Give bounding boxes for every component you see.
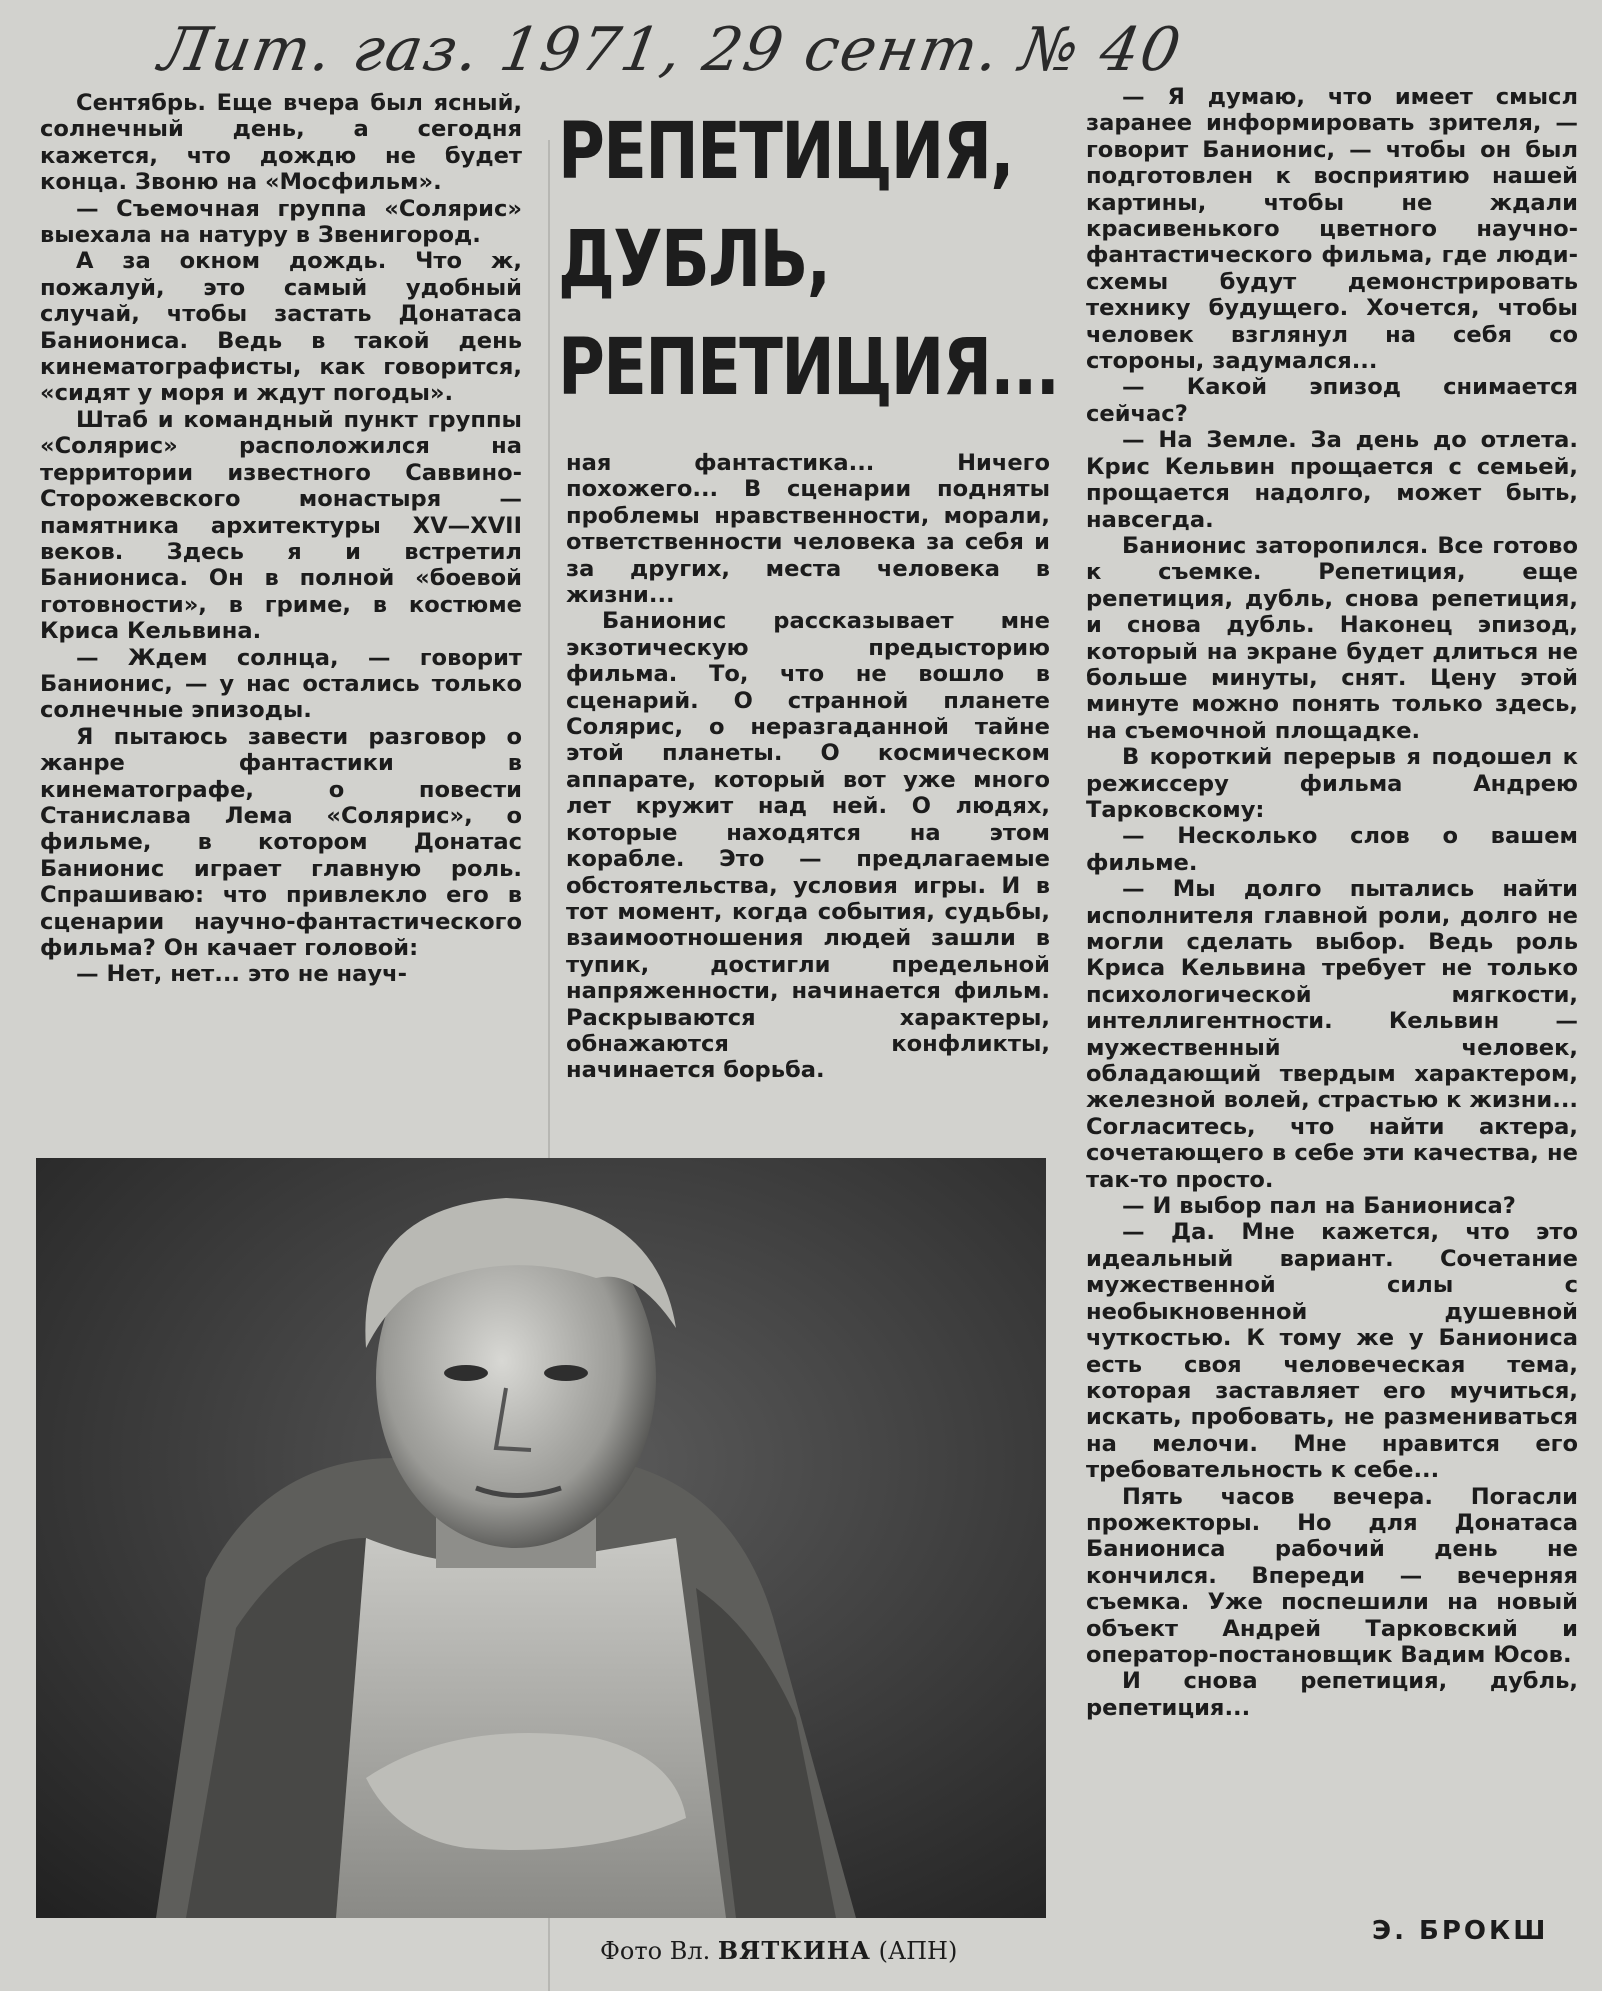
photo-caption: [600, 1936, 1040, 1965]
article-column-2: [566, 450, 1050, 1120]
paragraph: — Да. Мне кажется, что это идеальный вариант. Сочетание мужественной силы с необыкновенной душевной чуткостью. К тому же у Баниониса есть своя человеческая тема, которая заставляет его мучиться, искать, пробовать, не размениваться на мелочи. Мне нравится его требовательность к себе...: [1086, 1219, 1578, 1484]
paragraph: Банионис рассказывает мне экзотическую предысторию фильма. То, что не вошло в сценарий. О странной планете Солярис, о неразгаданной тайне этой планеты. О космическом аппарате, который вот уже много лет кружит над ней. О людях, которые находятся на этом корабле. Это — предлагаемые обстоятельства, условия игры. И в тот момент, когда события, судьбы, взаимоотношения людей зашли в тупик, достигли предельной напряженности, начинается фильм. Раскрываются характеры, обнажаются конфликты, начинается борьба.: [566, 608, 1050, 1084]
handwritten-annotation: Лит. газ. 1971, 29 сент. № 40: [154, 15, 1188, 85]
article-column-3: [1086, 84, 1578, 1924]
article-column-1: [40, 90, 522, 1120]
headline-line: ДУБЛЬ,: [558, 215, 830, 305]
author-signature: Э. БРОКШ: [1372, 1916, 1549, 1946]
caption-agency: (АПН): [878, 1937, 958, 1965]
paragraph: Сентябрь. Еще вчера был ясный, солнечный день, а сегодня кажется, что дождю не будет конца. Звоню на «Мосфильм».: [40, 90, 522, 196]
paragraph: А за окном дождь. Что ж, пожалуй, это самый удобный случай, чтобы застать Донатаса Баниониса. Ведь в такой день кинематографисты, как говорится, «сидят у моря и ждут погоды».: [40, 248, 522, 407]
portrait-illustration: [36, 1158, 1046, 1918]
paragraph: И снова репетиция, дубль, репетиция...: [1086, 1668, 1578, 1721]
paragraph: В короткий перерыв я подошел к режиссеру фильма Андрею Тарковскому:: [1086, 744, 1578, 823]
paragraph: Я пытаюсь завести разговор о жанре фантастики в кинематографе, о повести Станислава Лема «Солярис», о фильме, в котором Донатас Банионис играет главную роль. Спрашиваю: что привлекло его в сценарии научно-фантастического фильма? Он качает головой:: [40, 723, 522, 961]
paragraph: — Какой эпизод снимается сейчас?: [1086, 374, 1578, 427]
paragraph: — Ждем солнца, — говорит Банионис, — у нас остались только солнечные эпизоды.: [40, 644, 522, 724]
paragraph: — Несколько слов о вашем фильме.: [1086, 823, 1578, 876]
caption-prefix: Фото Вл.: [600, 1937, 711, 1965]
photographer-name: ВЯТКИНА: [717, 1936, 871, 1965]
paragraph: ная фантастика... Ничего похожего... В сценарии подняты проблемы нравственности, морали, ответственности человека за себя и за других, места человека в жизни...: [566, 450, 1050, 609]
paragraph: — На Земле. За день до отлета. Крис Кельвин прощается с семьей, прощается надолго, может быть, навсегда.: [1086, 427, 1578, 533]
paragraph: — И выбор пал на Баниониса?: [1122, 1193, 1516, 1220]
paragraph: — Мы долго пытались найти исполнителя главной роли, долго не могли сделать выбор. Ведь роль Криса Кельвина требует не только психологической мягкости, интеллигентности. Кельвин — мужественный человек, обладающий твердым характером, железной волей, страстью к жизни... Согласитесь, что найти актера, сочетающего в себе эти качества, не так-то просто.: [1086, 876, 1578, 1193]
paragraph: Пять часов вечера. Погасли прожекторы. Но для Донатаса Баниониса рабочий день не кончился. Впереди — вечерняя съемка. Уже поспешили на новый объект Андрей Тарковский и оператор-постановщик Вадим Юсов.: [1086, 1483, 1578, 1668]
paragraph: Штаб и командный пункт группы «Солярис» расположился на территории известного Саввино-Сторожевского монастыря — памятника архитектуры XV—XVII веков. Здесь я и встретил Баниониса. Он в полной «боевой готовности», в гриме, в костюме Криса Кельвина.: [40, 406, 522, 645]
paragraph: — Нет, нет... это не науч-: [76, 961, 408, 988]
paragraph: — Я думаю, что имеет смысл заранее информировать зрителя, — говорит Банионис, — чтобы он был подготовлен к восприятию нашей картины, чтобы не ждали красивенького цветного научно-фантастического фильма, где люди-схемы будут демонстрировать технику будущего. Хочется, чтобы человек взглянул на себя со стороны, задумался...: [1086, 84, 1578, 375]
paragraph: Банионис заторопился. Все готово к съемке. Репетиция, еще репетиция, дубль, снова репетиция, и снова дубль. Наконец эпизод, который на экране будет длиться не больше минуты, снят. Цену этой минуте можно понять только здесь, на съемочной площадке.: [1086, 532, 1578, 744]
paragraph: — Съемочная группа «Солярис» выехала на натуру в Звенигород.: [40, 195, 522, 249]
headline: [558, 98, 1058, 422]
headline-line: РЕПЕТИЦИЯ...: [558, 323, 1059, 413]
portrait-photo: [36, 1158, 1046, 1918]
headline-line: РЕПЕТИЦИЯ,: [558, 107, 1013, 197]
